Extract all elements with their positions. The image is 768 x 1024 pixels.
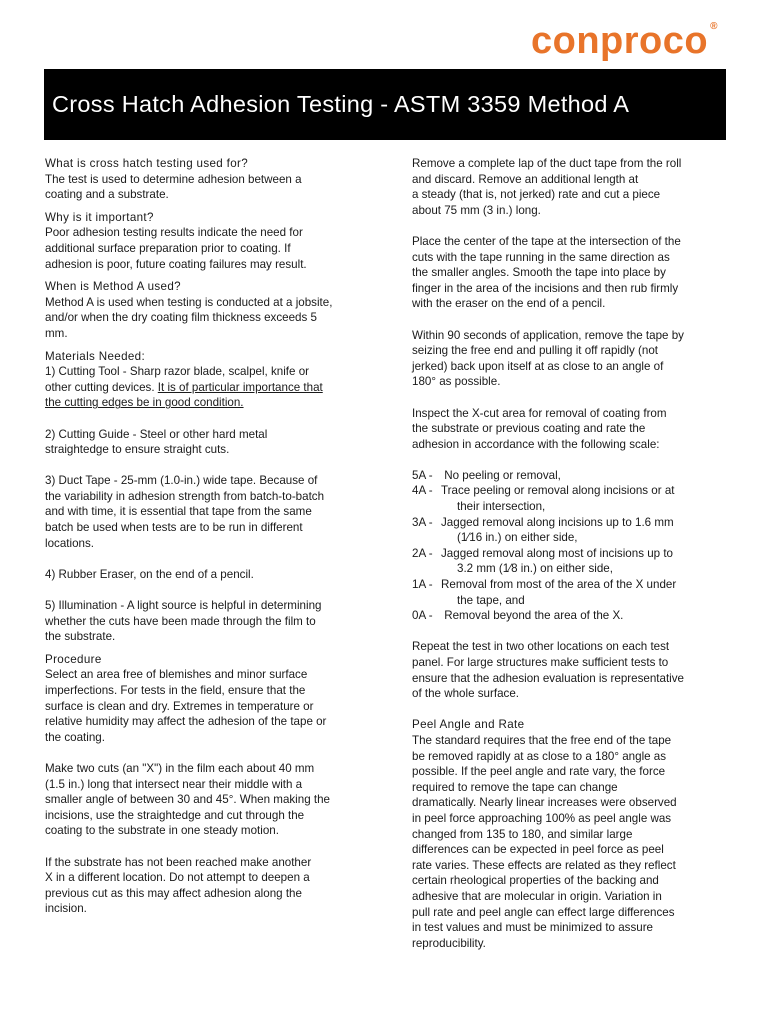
scale-item	[412, 546, 712, 562]
text-line: differences can be expected in peel force as peel	[412, 843, 664, 857]
paragraph	[45, 172, 363, 203]
section-heading: Why is it important?	[45, 210, 154, 224]
text-line: pull rate and peel angle can effect large differences	[412, 905, 675, 919]
scale-code: 2A -	[412, 546, 433, 560]
right-column	[412, 156, 712, 951]
paragraph	[412, 639, 712, 701]
text-line: be removed rapidly at as close to a 180° angle as	[412, 749, 667, 763]
text-line: additional surface preparation prior to coating. If	[45, 241, 291, 255]
text-span: other cutting devices.	[45, 380, 158, 394]
scale-code: 5A -	[412, 468, 433, 482]
scale-code: 4A -	[412, 484, 433, 498]
text-line: ensure that the adhesion evaluation is representative	[412, 671, 684, 685]
paragraph	[45, 364, 363, 380]
text-line: adhesive that are molecular in origin. Variation in	[412, 889, 662, 903]
paragraph	[412, 733, 712, 951]
text-line: 180° as possible.	[412, 375, 501, 389]
text-line: jerked) back upon itself at as close to an angle of	[412, 359, 664, 373]
text-line: and/or when the dry coating film thickness exceeds 5	[45, 311, 317, 325]
scale-code: 0A -	[412, 609, 433, 623]
text-line: 4) Rubber Eraser, on the end of a pencil.	[45, 567, 254, 581]
text-line: the substrate or previous coating and rate the	[412, 422, 646, 436]
section-heading: When is Method A used?	[45, 280, 181, 294]
text-line: coating to the substrate in one steady motion.	[45, 824, 279, 838]
text-line: mm.	[45, 326, 68, 340]
text-line: a steady (that is, not jerked) rate and cut a piece	[412, 188, 661, 202]
material-item	[45, 567, 363, 583]
text-line: imperfections. For tests in the field, ensure that the	[45, 684, 306, 697]
text-line: of the whole surface.	[412, 687, 519, 701]
paragraph	[45, 761, 363, 839]
text-line: batch be used when tests are to be run in different	[45, 521, 303, 535]
text-line: smaller angle of between 30 and 45°. When making the	[45, 793, 330, 807]
text-line: coating and a substrate.	[45, 188, 169, 202]
text-line: changed from 135 to 180, and similar large	[412, 827, 633, 841]
text-line: seizing the free end and pulling it off rapidly (not	[412, 344, 658, 358]
logo-text: conproco	[531, 20, 709, 62]
text-line: Select an area free of blemishes and minor surface	[45, 668, 308, 682]
paragraph	[412, 234, 712, 312]
text-line: in test values and must be minimized to assure	[412, 921, 654, 935]
text-line: finger in the area of the incisions and then rub firmly	[412, 281, 679, 295]
section-heading: Peel Angle and Rate	[412, 718, 525, 732]
text-line: X in a different location. Do not attempt to deepen a	[45, 871, 310, 885]
text-line: 5) Illumination - A light source is helpful in determining	[45, 599, 322, 613]
left-column	[45, 156, 363, 917]
text-line: adhesion is poor, future coating failures may result.	[45, 257, 307, 271]
text-line: 2) Cutting Guide - Steel or other hard metal	[45, 427, 268, 441]
text-line: Remove a complete lap of the duct tape from the roll	[412, 157, 682, 170]
paragraph	[45, 295, 363, 342]
text-line: relative humidity may affect the adhesion of the tape or	[45, 715, 327, 729]
scale-text-line: their intersection,	[457, 500, 546, 514]
text-line: The test is used to determine adhesion between a	[45, 172, 302, 186]
text-line: If the substrate has not been reached make another	[45, 855, 312, 869]
text-line: 3) Duct Tape - 25-mm (1.0-in.) wide tape. Because of	[45, 474, 318, 488]
scale-text-continued	[412, 561, 712, 577]
paragraph	[412, 328, 712, 390]
text-line: rate varies. These effects are related as they reflect	[412, 858, 676, 872]
paragraph	[45, 855, 363, 917]
text-line: Poor adhesion testing results indicate the need for	[45, 226, 303, 240]
material-item	[45, 364, 363, 411]
text-line: and with time, it is essential that tape from the same	[45, 505, 312, 519]
scale-text-continued	[412, 530, 712, 546]
scale-text: Jagged removal along incisions up to 1.6 mm	[441, 515, 674, 529]
text-line: Make two cuts (an "X") in the film each about 40 mm	[45, 761, 315, 775]
text-line: adhesion in accordance with the following scale:	[412, 437, 660, 451]
text-line: straightedge to ensure straight cuts.	[45, 443, 230, 457]
scale-text-line: (1⁄16 in.) on either side,	[457, 531, 578, 545]
underlined-text: the cutting edges be in good condition.	[45, 396, 244, 410]
material-item	[45, 473, 363, 551]
text-line: locations.	[45, 536, 94, 550]
text-line: certain rheological properties of the backing and	[412, 874, 659, 888]
scale-text-line: the tape, and	[457, 593, 525, 607]
material-item	[45, 598, 363, 645]
text-line: required to remove the tape can change	[412, 780, 618, 794]
text-line: the variability in adhesion strength from batch-to-batch	[45, 489, 325, 503]
paragraph	[45, 667, 363, 745]
scale-code: 1A -	[412, 578, 433, 592]
text-line: whether the cuts have been made through the film to	[45, 614, 316, 628]
scale-code: 3A -	[412, 515, 433, 529]
scale-text-line: 3.2 mm (1⁄8 in.) on either side,	[457, 562, 613, 576]
scale-item	[412, 608, 712, 624]
text-line: 1) Cutting Tool - Sharp razor blade, scalpel, knife or	[45, 365, 310, 379]
scale-item	[412, 515, 712, 531]
underlined-text: It is of particular importance that	[157, 380, 323, 394]
text-line: incision.	[45, 902, 87, 916]
text-line: Method A is used when testing is conducted at a jobsite,	[45, 295, 333, 309]
text-line: cuts with the tape running in the same direction as	[412, 250, 670, 264]
scale-item	[412, 468, 712, 484]
text-line: with the eraser on the end of a pencil.	[412, 297, 606, 311]
text-line: panel. For large structures make sufficient tests to	[412, 656, 669, 669]
scale-text: Removal beyond the area of the X.	[441, 609, 624, 623]
material-item	[45, 427, 363, 458]
text-line: the smaller angles. Smooth the tape into place by	[412, 266, 666, 280]
title-bar	[44, 69, 726, 140]
text-line: surface is clean and dry. Extremes in temperature or	[45, 699, 314, 713]
adhesion-scale	[412, 468, 712, 624]
text-line: (1.5 in.) long that intersect near their middle with a	[45, 777, 303, 791]
text-line: Repeat the test in two other locations on each test	[412, 640, 670, 654]
text-line: reproducibility.	[412, 936, 486, 950]
scale-text: Removal from most of the area of the X under	[441, 578, 677, 592]
text-line: incisions, use the straightedge and cut through the	[45, 808, 305, 822]
scale-text: No peeling or removal,	[441, 468, 561, 482]
text-line: Place the center of the tape at the intersection of the	[412, 234, 681, 248]
text-line	[45, 380, 363, 396]
paragraph	[45, 225, 363, 272]
paragraph	[412, 406, 712, 453]
text-line: the coating.	[45, 730, 105, 744]
text-line: Within 90 seconds of application, remove the tape by	[412, 328, 684, 342]
text-line: previous cut as this may affect adhesion along the	[45, 886, 302, 900]
scale-text: Trace peeling or removal along incisions or at	[441, 484, 675, 498]
scale-item	[412, 483, 712, 499]
text-line: possible. If the peel angle and rate vary, the force	[412, 765, 666, 779]
text-line: and discard. Remove an additional length at	[412, 172, 639, 186]
text-line: about 75 mm (3 in.) long.	[412, 203, 541, 217]
paragraph	[412, 156, 712, 218]
page-title: Cross Hatch Adhesion Testing - ASTM 3359 Method A	[52, 91, 630, 117]
conproco-logo	[531, 22, 718, 60]
scale-text: Jagged removal along most of incisions up to	[441, 546, 674, 560]
scale-item	[412, 577, 712, 593]
text-line: in peel force approaching 100% as peel angle was	[412, 811, 672, 825]
text-line: the substrate.	[45, 630, 116, 644]
text-line: dramatically. Nearly linear increases were observed	[412, 796, 677, 810]
text-line: The standard requires that the free end of the tape	[412, 733, 672, 747]
registered-mark: ®	[710, 21, 718, 32]
scale-text-continued	[412, 593, 712, 609]
section-heading: What is cross hatch testing used for?	[45, 157, 249, 170]
scale-text-continued	[412, 499, 712, 515]
section-heading: Materials Needed:	[45, 349, 146, 363]
section-heading: Procedure	[45, 652, 102, 666]
text-line: Inspect the X-cut area for removal of coating from	[412, 406, 667, 420]
